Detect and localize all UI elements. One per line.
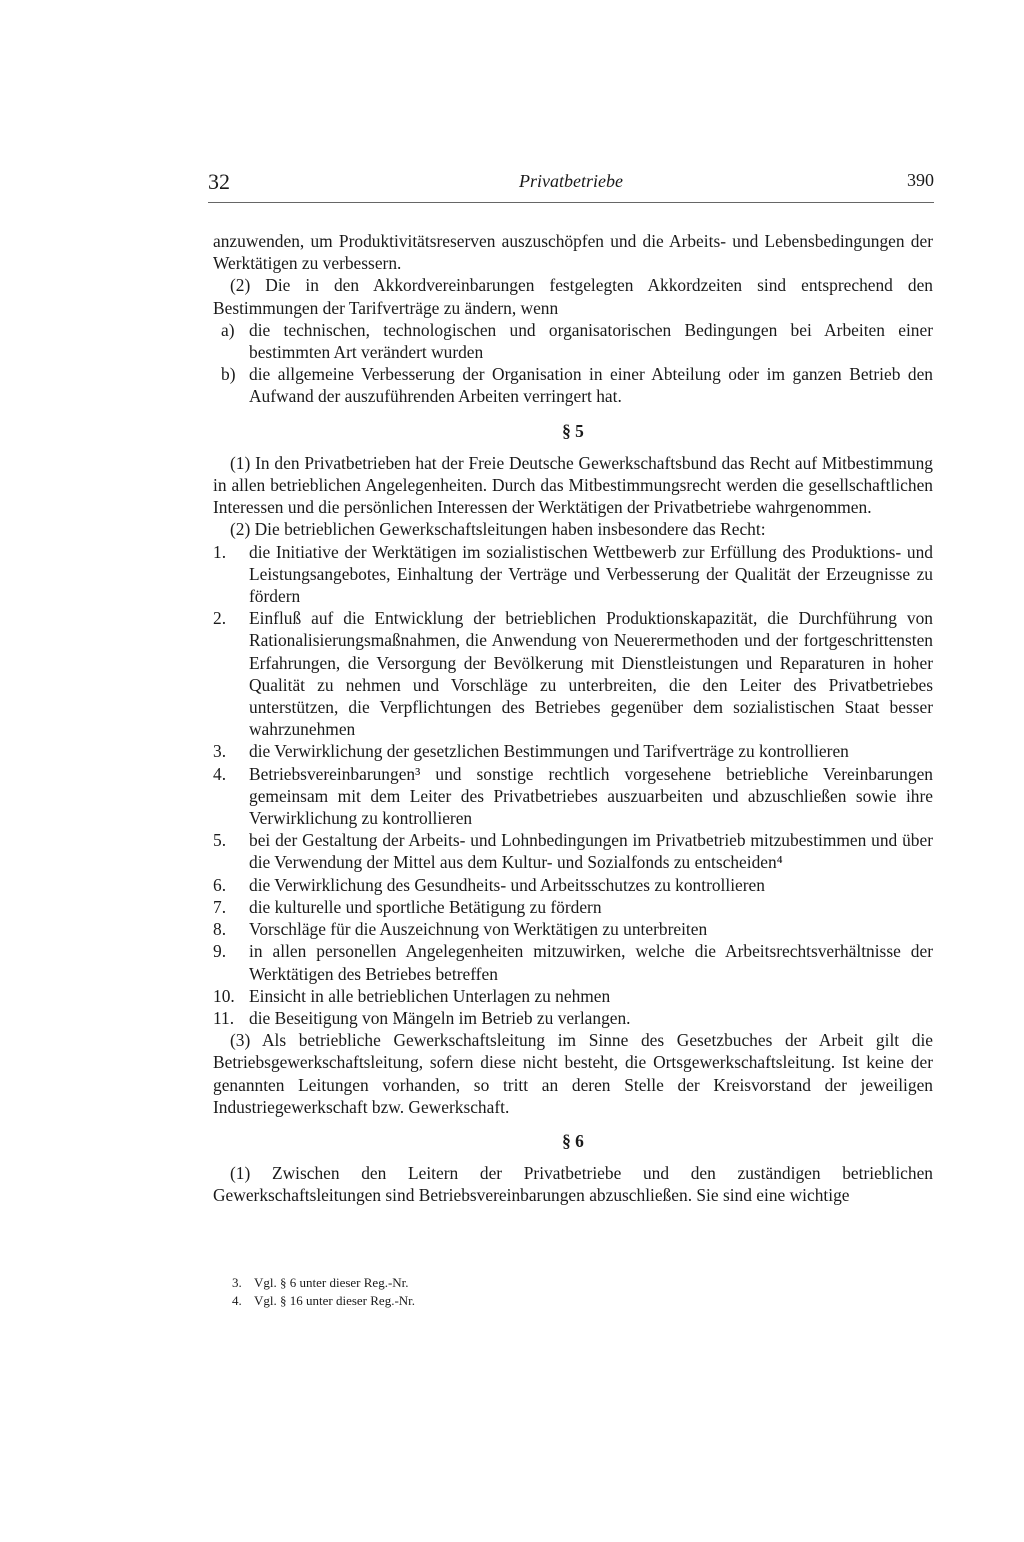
paragraph: anzuwenden, um Produktivitätsreserven auszuschöpfen und die Arbeits- und Lebensbedingungen der Werktätigen zu verbessern. bbox=[213, 231, 933, 274]
list-item bbox=[221, 319, 933, 363]
list-item-text: die allgemeine Verbesserung der Organisation in einer Abteilung oder im ganzen Betrieb den Aufwand der auszuführenden Arbeiten verringert hat. bbox=[249, 364, 933, 407]
list-item-text: die kulturelle und sportliche Betätigung zu fördern bbox=[249, 896, 602, 917]
list-item-text: Betriebsvereinbarungen³ und sonstige rechtlich vorgesehene betriebliche Vereinbarungen gemeinsam mit dem Leiter des Privatbetriebes auszuarbeiten und abzuschließen sowie ihre Verwirklichung zu kontrollieren bbox=[249, 763, 933, 829]
footnote-text: Vgl. § 16 unter dieser Reg.-Nr. bbox=[254, 1293, 416, 1308]
section-heading-6: § 6 bbox=[562, 1130, 584, 1151]
list-item-text: Einfluß auf die Entwicklung der betrieblichen Produktionskapazität, die Durchführung von Rationalisierungsmaßnahmen, die Anwendung von Neuerermethoden und der fortgeschrittensten Erfahrungen, die Versorgung der Bevölkerung mit Dienstleistungen und Reparaturen in hoher Qualität zu nehmen und Vorschläge zu unterbreiten, die den Leiter des Privatbetriebes unterstützen, die Verpflichtungen des Betriebes gegenüber dem sozialistischen Staat besser wahrzunehmen bbox=[249, 608, 933, 740]
list-item-text: die technischen, technologischen und organisatorischen Bedingungen bei Arbeiten einer bestimmten Art verändert wurden bbox=[249, 319, 933, 363]
list-item-text: die Initiative der Werktätigen im sozialistischen Wettbewerb zur Erfüllung des Produktions- und Leistungsangebotes, Einhaltung der Verträge und Verbesserung der Qualität der Erzeugnisse zu fördern bbox=[249, 541, 933, 607]
list-item-text: die Beseitigung von Mängeln im Betrieb zu verlangen. bbox=[249, 1007, 631, 1028]
list-item bbox=[213, 740, 933, 762]
list-item bbox=[213, 607, 933, 740]
list-item bbox=[213, 829, 933, 873]
list-item-label: 10. bbox=[213, 985, 235, 1006]
page-number-right: 390 bbox=[907, 170, 934, 190]
list-item-label: 9. bbox=[213, 941, 227, 962]
list-item-label: 2. bbox=[213, 608, 227, 629]
list-item bbox=[213, 874, 933, 896]
paragraph: (3) Als betriebliche Gewerkschaftsleitung im Sinne des Gesetzbuches der Arbeit gilt die Betriebsgewerkschaftsleitung, sofern diese nicht besteht, die Ortsgewerkschaftsleitung. Ist keine der genannten Leitungen vorhanden, so tritt an deren Stelle der Kreisvorstand der jeweiligen Industriegewerkschaft bzw. Gewerkschaft. bbox=[213, 1030, 933, 1117]
list-item-label: 1. bbox=[213, 541, 227, 562]
running-title: Privatbetriebe bbox=[519, 171, 623, 191]
list-item-label: 6. bbox=[213, 874, 227, 895]
list-item bbox=[213, 985, 933, 1007]
list-item-text: Vorschläge für die Auszeichnung von Werktätigen zu unterbreiten bbox=[249, 919, 708, 940]
list-item-label: 8. bbox=[213, 919, 227, 940]
footnote bbox=[232, 1274, 415, 1292]
list-item bbox=[213, 541, 933, 608]
footnote-label: 4. bbox=[232, 1293, 242, 1308]
list-item-text: die Verwirklichung des Gesundheits- und Arbeitsschutzes zu kontrollieren bbox=[249, 874, 765, 895]
list-item-text: die Verwirklichung der gesetzlichen Bestimmungen und Tarifverträge zu kontrollieren bbox=[249, 741, 849, 762]
list-item-label: 7. bbox=[213, 896, 227, 917]
list-item bbox=[213, 918, 933, 940]
list-item-text: bei der Gestaltung der Arbeits- und Lohnbedingungen im Privatbetrieb mitzubestimmen und über die Verwendung der Mittel aus dem Kultur- und Sozialfonds zu entscheiden⁴ bbox=[249, 830, 933, 873]
paragraph: (2) Die betrieblichen Gewerkschaftsleitungen haben insbesondere das Recht: bbox=[230, 519, 766, 540]
list-item bbox=[213, 1007, 933, 1029]
section-heading-5: § 5 bbox=[562, 420, 584, 441]
list-item-label: 11. bbox=[213, 1007, 235, 1028]
list-item bbox=[213, 763, 933, 830]
list-item-label: 4. bbox=[213, 763, 227, 784]
paragraph: (2) Die in den Akkordvereinbarungen festgelegten Akkordzeiten sind entsprechend den Bestimmungen der Tarifverträge zu ändern, wenn bbox=[213, 275, 933, 318]
list-item-text: Einsicht in alle betrieblichen Unterlagen zu nehmen bbox=[249, 985, 611, 1006]
list-item bbox=[213, 896, 933, 918]
footnote bbox=[232, 1292, 415, 1310]
list-item-label: b) bbox=[221, 364, 236, 385]
list-item bbox=[221, 363, 933, 407]
paragraph: (1) Zwischen den Leitern der Privatbetriebe und den zuständigen betrieblichen Gewerkschaftsleitungen sind Betriebsvereinbarungen abzuschließen. Sie sind eine wichtige bbox=[213, 1163, 933, 1206]
list-item-text: in allen personellen Angelegenheiten mitzuwirken, welche die Arbeitsrechtsverhältnisse der Werktätigen des Betriebes betreffen bbox=[249, 941, 933, 984]
footnote-text: Vgl. § 6 unter dieser Reg.-Nr. bbox=[254, 1275, 409, 1290]
list-item-label: 3. bbox=[213, 741, 227, 762]
body-text bbox=[213, 230, 933, 1207]
list-item-label: a) bbox=[221, 319, 235, 340]
page-number-left: 32 bbox=[208, 169, 230, 194]
list-item-label: 5. bbox=[213, 830, 227, 851]
paragraph: (1) In den Privatbetrieben hat der Freie Deutsche Gewerkschaftsbund das Recht auf Mitbestimmung in allen betrieblichen Angelegenheiten. Durch das Mitbestimmungsrecht werden die gesellschaftlichen Interessen und die persönlichen Interessen der Werktätigen der Privatbetriebe wahrgenommen. bbox=[213, 452, 933, 518]
footnote-label: 3. bbox=[232, 1275, 242, 1290]
running-header bbox=[208, 169, 934, 199]
list-item bbox=[213, 940, 933, 984]
header-rule bbox=[208, 202, 934, 203]
footnotes bbox=[232, 1274, 415, 1310]
